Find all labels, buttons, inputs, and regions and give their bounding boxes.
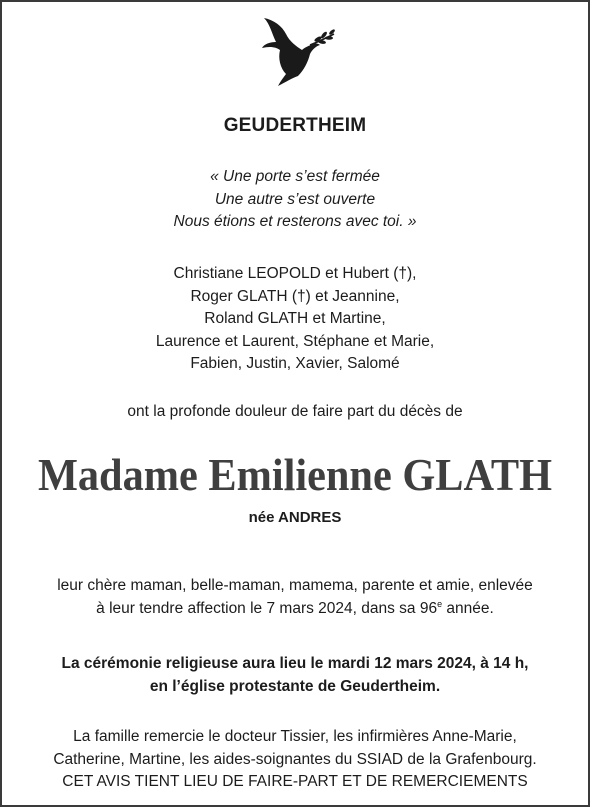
town-heading: GEUDERTHEIM [223,115,367,136]
thanks-line: CET AVIS TIENT LIEU DE FAIRE-PART ET DE REMERCIEMENTS [62,773,528,790]
quote-line: Une autre s’est ouverte [214,190,376,208]
family-line: Fabien, Justin, Xavier, Salomé [190,355,400,372]
description-text: à leur tendre affection le 7 mars 2024, dans sa 96 [96,600,438,617]
quote-line: « Une porte s’est fermée [210,168,380,185]
ceremony-line: La cérémonie religieuse aura lieu le mardi 12 mars 2024, à 14 h, [61,655,529,672]
thanks-line: Catherine, Martine, les aides-soignantes du SSIAD de la Grafenbourg. [53,750,537,768]
family-list [2,263,588,376]
description-text: année. [442,600,494,617]
description-line [2,597,588,620]
thanks-paragraph [2,726,588,794]
ceremony-info [2,652,588,698]
dove-icon [256,12,336,88]
announcement-text: ont la profonde douleur de faire part du décès de [127,403,463,420]
thanks-line: La famille remercie le docteur Tissier, les infirmières Anne-Marie, [73,728,517,745]
family-line: Christiane LEOPOLD et Hubert (†), [173,265,417,282]
quote-line: Nous étions et resterons avec toi. » [173,213,417,230]
family-line: Laurence et Laurent, Stéphane et Marie, [155,332,435,350]
family-line: Roger GLATH (†) et Jeannine, [190,287,400,305]
family-line: Roland GLATH et Martine, [204,310,386,327]
maiden-name: née ANDRES [248,509,342,526]
description-line: leur chère maman, belle-maman, mamema, parente et amie, enlevée [57,577,533,594]
description-paragraph [2,574,588,620]
ceremony-line: en l’église protestante de Geudertheim. [149,678,441,695]
deceased-name: Madame Emilienne GLATH [37,449,553,500]
ordinal-suffix: e [437,598,443,609]
obituary-notice [2,2,588,805]
epitaph-quote [2,166,588,234]
